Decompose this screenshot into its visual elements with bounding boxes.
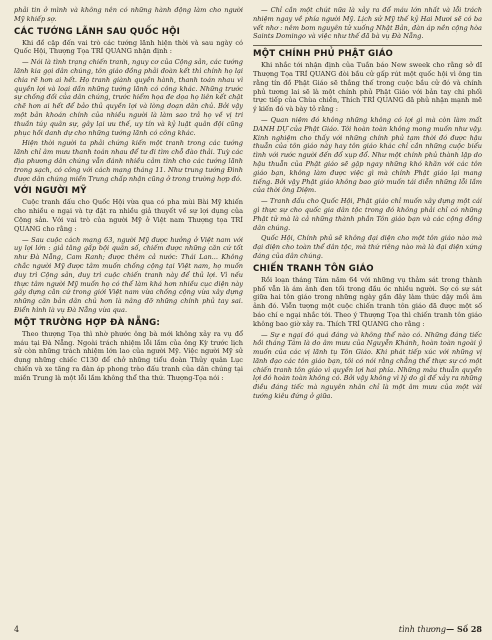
quote-paragraph: — Sự e ngại đó quá đáng và không thể nào có. Những đáng tiếc hồi tháng Tám là do âm mưu của Nguyễn Khánh, hoàn toàn ngoài ý muốn của các vị lãnh tụ Tôn Giáo. Khi phát tiếp xúc với những vị lãnh đạo các tôn giáo bạn, tôi có nói rằng chẳng thể thực sự có một chiến tranh tôn giáo vì quyền lợi hai phía. Những mâu thuẫn quyền lợi đó hoàn toàn không có. Bởi vậy không vì lý do gì để xảy ra những điều đáng tiếc mà nguyên nhân chỉ là một âm mưu của một vài tướng kiêu đứng ở giữa. [253, 330, 482, 401]
heading-tuong-lanh: CÁC TƯỚNG LÃNH SAU QUỐC HỘI [14, 26, 181, 37]
paragraph: Cuộc tranh đấu cho Quốc Hội vừa qua có pha mùi Bài Mỹ khiến cho nhiều e ngại và tự đặt ra nhiều giả thuyết về sự lợi dụng của Cộng sản. Với vai trò của người Mỹ ở Việt nam Thượng tọa TRÍ QUANG cho rằng : [14, 198, 243, 233]
paragraph: Khi đề cập đến vai trò các tướng lãnh hiện thời và sau ngày có Quốc Hội, Thượng Tọa TRÍ QUANG nhận định : [14, 38, 243, 56]
quote-paragraph: Quốc Hội, Chính phủ sẽ không đại diện cho một tôn giáo nào mà đại diện cho toàn thể dân tộc, mà thứ riêng nào mà là đại diện xứng đáng của dân chúng. [253, 234, 482, 260]
section-divider [253, 45, 482, 46]
heading-chinh-phu-phat-giao: MỘT CHÍNH PHỦ PHẬT GIÁO [253, 49, 394, 60]
heading-chien-tranh-ton-giao: CHIẾN TRANH TÔN GIÁO [253, 263, 374, 274]
quote-paragraph: — Tranh đấu cho Quốc Hội, Phật giáo chỉ muốn xây dựng một cái gì thực sự cho quốc gia dân tộc trong đó không phải chỉ có những Phật tử mà là cả những thành phần Tôn giáo bạn và các cộng đồng dân chúng. [253, 197, 482, 232]
magazine-name: tình thương [398, 625, 446, 634]
intro-paragraph: phải tin ở mình và không nên có những hành động làm cho người Mỹ khiếp sợ. [14, 6, 243, 23]
right-column [253, 6, 482, 618]
article-columns [14, 6, 482, 618]
heading-da-nang: MỘT TRƯỜNG HỢP ĐÀ NẴNG: [14, 317, 161, 328]
quote-paragraph: Hiện thời người ta phải chứng kiến một tranh trong các tướng lãnh chỉ âm mưu thanh toán nhau để tư đi tìm chỗ đào thải. Tuỳ các địa phương dân chúng vẫn đánh nhiều cảm tình cho các tướng lãnh trong sạch, có công với cách mạng tháng 11. Như trung tướng Đinh được dân chúng miền Trung chấp nhận cũng ở trong trường hợp đó. [14, 139, 243, 183]
quote-paragraph: — Quan niệm đó không những không có lợi gì mà còn làm mất DANH DỰ của Phật Giáo. Tôi hoàn toàn không mong muốn như vậy. Kinh nghiệm cho thấy với những chính phủ tạm thời đó được hậu thuẫn của tôn giáo này hay tôn giáo khác chỉ cần những cuộc biểu tình với rước người đến đổ xụp đổ. Như một chính phủ thành lập do hậu thuẫn của Phật giáo sẽ gặp ngay những khó khăn với các tôn giáo bạn, không làm được việc gì mà chính Phật giáo lại mang tiếng. Bởi vậy Phật giáo không bao giờ muốn tái diễn những lỗi lầm của thời ông Diệm. [253, 115, 482, 195]
quote-paragraph: — Nói là tình trạng chiến tranh, nguy cơ của Cộng sản, các tướng lãnh kia gọi dân chúng, tôn giáo đồng phải đoàn kết thì chính họ lại chia rẽ hơn ai hết. Họ tranh giành quyền hành, thanh toán nhau vì quyền lợi và loại dần những tướng lãnh có công khác. Những trước sự chống đối của dân chúng, trước hiểm họa đe dọa họ liên kết chặt chẽ hơn ai hết để bảo thủ quyền lợi và lòng doạn dân chủ. Bởi vậy một bản khoán chính của nhiều người là làm sao trả họ về vị trí thuần túy quân sự, gây lại ưu thế, uy tín và kỷ luật quân đội cũng phục hồi danh dự cho những tướng lãnh có công khác. [14, 58, 243, 137]
paragraph: Khi nhắc tới nhận định của Tuần báo New sweek cho rằng sở dĩ Thượng Tọa TRÍ QUANG đòi bầu cử gấp rút một quốc hội vì ông tin rằng tín đồ Phật Giáo sẽ thắng thế trong cuộc bầu cử đó và chính phủ tương lai sẽ là một chính phủ Phật Giáo với bản tay chi phối trực tiếp của Chùa chiền, Thích TRÍ QUANG đã phủ nhận mạnh mẽ ý kiến đó và bày tỏ rằng : [253, 61, 482, 114]
paragraph: Theo thượng Tọa thì nhờ phước ông bà mới không xảy ra vụ đổ máu tại Đà Nẵng. Ngoài trách nhiệm lỗi lầm của ông Kỳ trước lịch sử còn những trách nhiệm lớn lao của người Mỹ. Việc người Mỹ sử dụng những chiếc C130 để chở những tiểu đoàn Thủy quân Lục chiến và xe tăng ra đàn áp phong trào đấu tranh của dân chúng tại miền Trung là một lỗi lầm không thể tha thứ. Thượng-Tọa nói : [14, 329, 243, 382]
heading-nguoi-my: VỚI NGƯỜI MỸ [14, 186, 87, 197]
page-number: 4 [14, 625, 20, 634]
quote-paragraph: — Chỉ cần một chút nữa là xảy ra đổ máu lớn nhất và lỗi trách nhiệm ngay về phía người Mỹ. Lịch sử Mỹ thế kỷ Hai Mươi sẽ có ba vết nhơ : nêm bom nguyên tử xuống Nhật Bản, đàn áp nền cộng hòa Saints Domingo và việc như thế đã bà vụ Đà Nẵng. [253, 6, 482, 41]
quote-paragraph: — Sau cuộc cách mạng 63, người Mỹ được hưởng ở Việt nam với uy lợi lớn : giả tăng gấp bội quân số, chiếm được những căn cứ tốt như Đà Nẵng, Cam Ranh; được thêm cả nước: Thái Lan... Không chắc người Mỹ được tâm muốn chống cộng tại Việt nam, họ muốn duy trì Cộng sản, duy trì cuộc chiến tranh này để thủ lợi. Vì nếu thực tâm người Mỹ muốn họ có thể làm khá hơn nhiều cục diện này gây dựng căn cứ trong giới Việt nam vừa chống cộng vừa xây dựng những căn bản dân chủ hơn là nâng đỡ những chính phủ tay sai. Điển hình là vụ Đà Nẵng vừa qua. [14, 235, 243, 314]
page-footer [14, 620, 482, 634]
left-column [14, 6, 243, 618]
paragraph: Rồi loạn tháng Tám năm 64 với những vụ thảm sát trong thành phố vẫn là ám ảnh đen tối trong đầu óc nhiều người. Sợ có sự sát giữa hai tôn giáo trong những ngày gần đây làm thức dậy mối âm ảnh đó. Viễn tượng một cuộc chiến tranh tôn giáo đã được một số báo chí e ngại nhắc tới. Theo ý Thượng Tọa thì chiến tranh tôn giáo không bao giờ xảy ra. Thích TRÍ QUANG cho rằng : [253, 275, 482, 328]
issue-number: — Số 28 [446, 624, 482, 634]
